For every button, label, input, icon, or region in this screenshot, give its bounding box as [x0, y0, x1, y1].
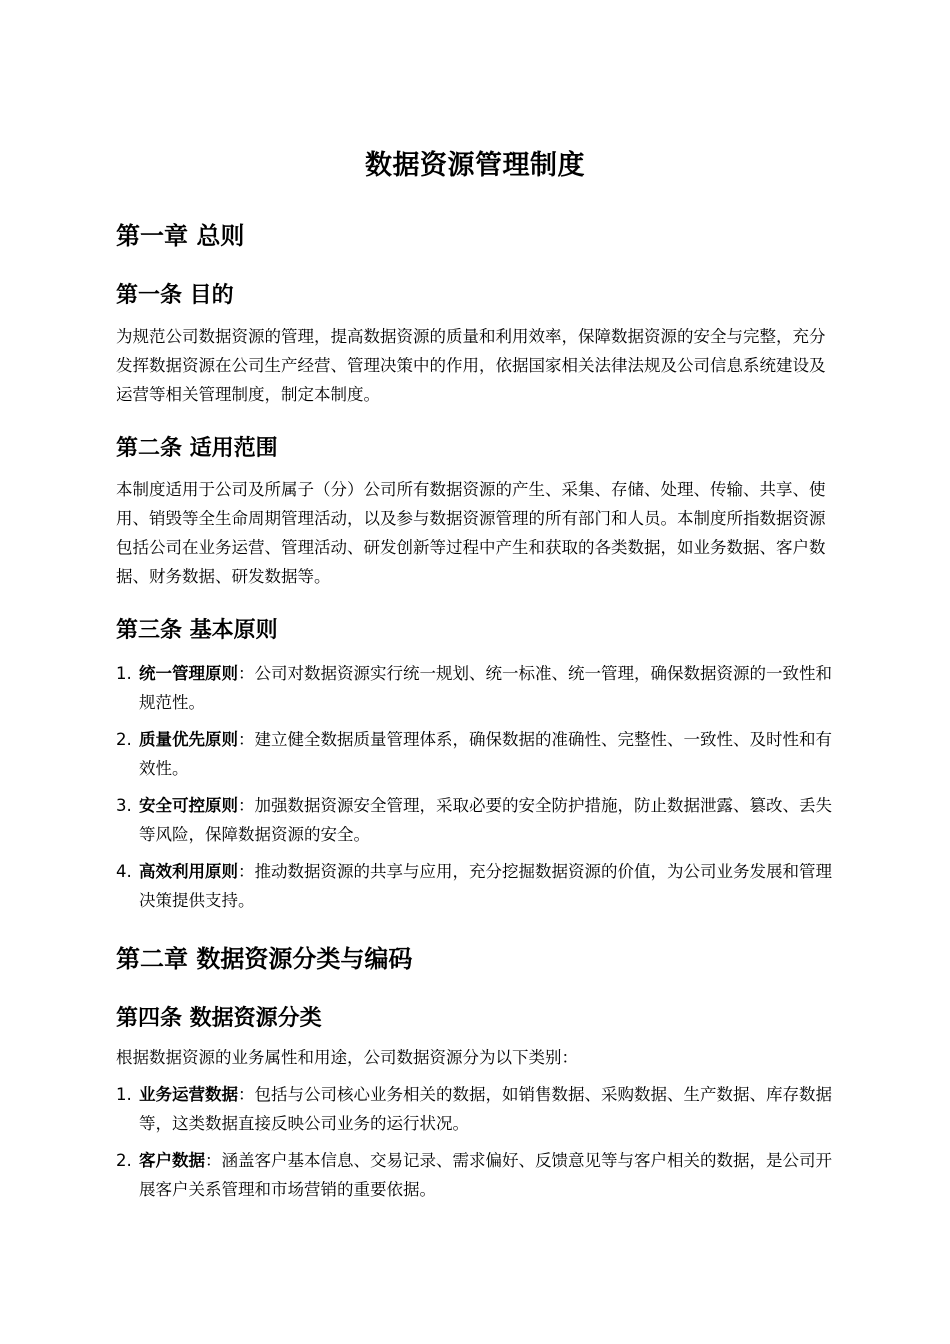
list-item — [116, 725, 834, 783]
data-categories-list — [116, 1080, 834, 1204]
article-2-heading: 第二条 适用范围 — [116, 436, 278, 461]
list-item-term: 安全可控原则 — [139, 796, 238, 815]
chapter-1-heading: 第一章 总则 — [116, 222, 245, 250]
list-item-number: 3. — [116, 796, 132, 815]
article-2-body: 本制度适用于公司及所属子（分）公司所有数据资源的产生、采集、存储、处理、传输、共享、使用、销毁等全生命周期管理活动，以及参与数据资源管理的所有部门和人员。本制度所指数据资源包括公司在业务运营、管理活动、研发创新等过程中产生和获取的各类数据，如业务数据、客户数据、财务数据、研发数据等。 — [116, 480, 826, 586]
list-item-term: 高效利用原则 — [139, 862, 238, 881]
list-item-text: ：包括与公司核心业务相关的数据，如销售数据、采购数据、生产数据、库存数据等，这类数据直接反映公司业务的运行状况。 — [139, 1085, 832, 1133]
list-item-number: 1. — [116, 664, 132, 683]
list-item-term: 业务运营数据 — [139, 1085, 238, 1104]
list-item-number: 2. — [116, 1151, 132, 1170]
principles-list — [116, 659, 834, 915]
list-item-number: 4. — [116, 862, 132, 881]
list-item-term: 质量优先原则 — [139, 730, 238, 749]
article-1-heading: 第一条 目的 — [116, 283, 234, 308]
article-4-intro: 根据数据资源的业务属性和用途，公司数据资源分为以下类别： — [116, 1048, 578, 1067]
document-title: 数据资源管理制度 — [365, 150, 585, 181]
list-item-text: ：建立健全数据质量管理体系，确保数据的准确性、完整性、一致性、及时性和有效性。 — [139, 730, 832, 778]
list-item-number: 2. — [116, 730, 132, 749]
article-1-body: 为规范公司数据资源的管理，提高数据资源的质量和利用效率，保障数据资源的安全与完整，充分发挥数据资源在公司生产经营、管理决策中的作用，依据国家相关法律法规及公司信息系统建设及运营等相关管理制度，制定本制度。 — [116, 327, 826, 404]
list-item-text: ：涵盖客户基本信息、交易记录、需求偏好、反馈意见等与客户相关的数据，是公司开展客户关系管理和市场营销的重要依据。 — [139, 1151, 832, 1199]
list-item-text: ：推动数据资源的共享与应用，充分挖掘数据资源的价值，为公司业务发展和管理决策提供支持。 — [139, 862, 832, 910]
list-item — [116, 659, 834, 717]
list-item — [116, 1146, 834, 1204]
list-item-text: ：公司对数据资源实行统一规划、统一标准、统一管理，确保数据资源的一致性和规范性。 — [139, 664, 832, 712]
list-item-term: 客户数据 — [139, 1151, 205, 1170]
list-item — [116, 857, 834, 915]
list-item-number: 1. — [116, 1085, 132, 1104]
chapter-2-heading: 第二章 数据资源分类与编码 — [116, 945, 413, 973]
list-item — [116, 1080, 834, 1138]
list-item — [116, 791, 834, 849]
article-4-heading: 第四条 数据资源分类 — [116, 1006, 322, 1031]
list-item-term: 统一管理原则 — [139, 664, 238, 683]
list-item-text: ：加强数据资源安全管理，采取必要的安全防护措施，防止数据泄露、篡改、丢失等风险，保障数据资源的安全。 — [139, 796, 832, 844]
article-3-heading: 第三条 基本原则 — [116, 618, 278, 643]
